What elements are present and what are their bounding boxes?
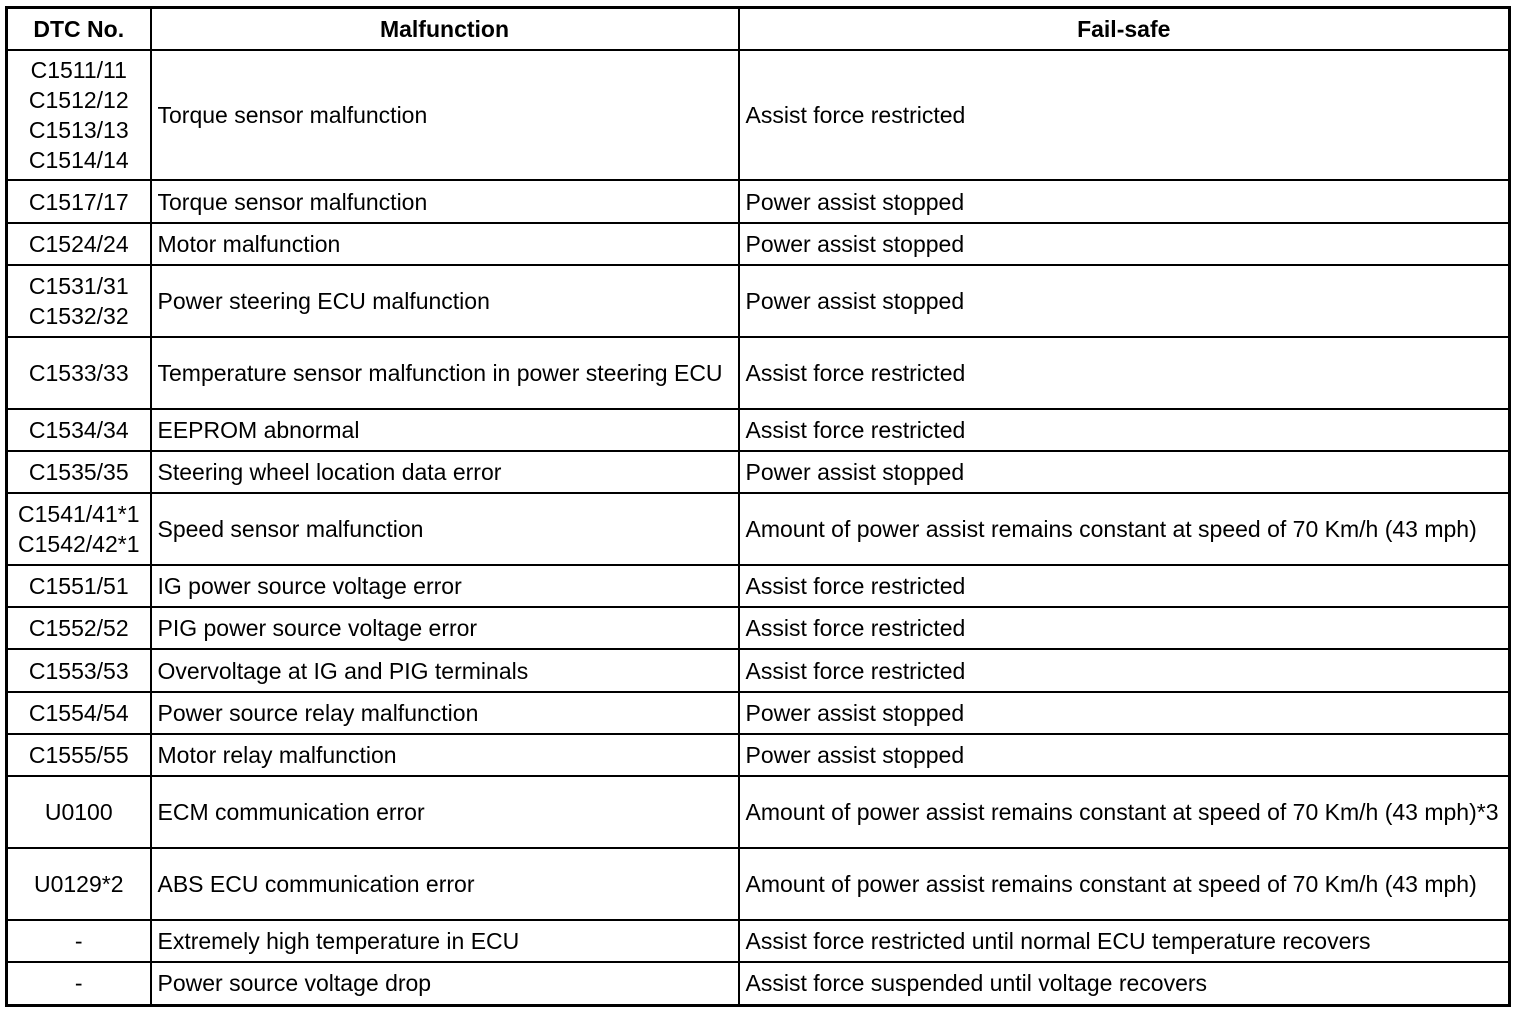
malfunction-cell: Steering wheel location data error (151, 451, 739, 493)
dtc-cell (7, 649, 151, 692)
table-row (7, 337, 1510, 409)
table-row (7, 265, 1510, 337)
fail-safe-cell: Assist force restricted (739, 565, 1510, 607)
malfunction-cell: Power source voltage drop (151, 962, 739, 1005)
dtc-cell (7, 962, 151, 1005)
dtc-code: C1531/31 (28, 273, 129, 299)
dtc-code: C1553/53 (28, 657, 129, 684)
table-row (7, 607, 1510, 649)
malfunction-cell: Motor relay malfunction (151, 734, 739, 776)
malfunction-cell: ABS ECU communication error (151, 848, 739, 920)
header-dtc-no: DTC No. (7, 8, 151, 51)
dtc-code: C1524/24 (28, 231, 129, 257)
table-row (7, 565, 1510, 607)
fail-safe-cell: Amount of power assist remains constant at speed of 70 Km/h (43 mph) (739, 848, 1510, 920)
dtc-cell (7, 50, 151, 180)
malfunction-cell: Torque sensor malfunction (151, 50, 739, 180)
malfunction-cell: PIG power source voltage error (151, 607, 739, 649)
fail-safe-cell: Assist force restricted (739, 649, 1510, 692)
dtc-code: U0129*2 (33, 871, 124, 897)
table-row (7, 649, 1510, 692)
malfunction-cell: Power source relay malfunction (151, 692, 739, 734)
fail-safe-cell: Power assist stopped (739, 180, 1510, 223)
table-row (7, 223, 1510, 265)
fail-safe-cell: Power assist stopped (739, 265, 1510, 337)
table-row (7, 734, 1510, 776)
fail-safe-cell: Power assist stopped (739, 223, 1510, 265)
dtc-code: C1513/13 (28, 117, 129, 143)
dtc-cell (7, 565, 151, 607)
dtc-cell (7, 848, 151, 920)
dtc-code: C1542/42*1 (18, 531, 140, 557)
dtc-cell (7, 734, 151, 776)
table-row (7, 692, 1510, 734)
dtc-code: - (74, 928, 83, 954)
table-row (7, 920, 1510, 962)
dtc-cell (7, 180, 151, 223)
dtc-code: C1535/35 (28, 459, 129, 485)
malfunction-cell: Temperature sensor malfunction in power steering ECU (151, 337, 739, 409)
fail-safe-cell: Power assist stopped (739, 451, 1510, 493)
dtc-cell (7, 265, 151, 337)
dtc-code: C1552/52 (28, 615, 129, 641)
header-fail-safe: Fail-safe (739, 8, 1510, 51)
table-row (7, 50, 1510, 180)
dtc-code: C1554/54 (28, 700, 129, 726)
table-body (7, 50, 1510, 1005)
header-row (7, 8, 1510, 51)
dtc-code: C1541/41*1 (18, 501, 140, 527)
dtc-cell (7, 692, 151, 734)
malfunction-cell: Motor malfunction (151, 223, 739, 265)
dtc-cell (7, 409, 151, 451)
fail-safe-cell: Assist force restricted (739, 337, 1510, 409)
dtc-table (5, 6, 1511, 1007)
malfunction-cell: IG power source voltage error (151, 565, 739, 607)
dtc-cell (7, 337, 151, 409)
table-row (7, 493, 1510, 565)
malfunction-cell: Torque sensor malfunction (151, 180, 739, 223)
malfunction-cell: EEPROM abnormal (151, 409, 739, 451)
dtc-cell (7, 493, 151, 565)
dtc-code: - (74, 970, 83, 997)
dtc-code: C1533/33 (28, 360, 129, 386)
malfunction-cell: Overvoltage at IG and PIG terminals (151, 649, 739, 692)
malfunction-cell: Speed sensor malfunction (151, 493, 739, 565)
dtc-code: U0100 (44, 799, 113, 825)
dtc-cell (7, 776, 151, 848)
fail-safe-cell: Assist force suspended until voltage recovers (739, 962, 1510, 1005)
malfunction-cell: Power steering ECU malfunction (151, 265, 739, 337)
header-malfunction: Malfunction (151, 8, 739, 51)
dtc-code: C1511/11 (30, 57, 127, 83)
table-row (7, 409, 1510, 451)
dtc-code: C1551/51 (28, 573, 129, 599)
dtc-code: C1514/14 (28, 147, 129, 173)
table-row (7, 180, 1510, 223)
dtc-code: C1534/34 (28, 417, 129, 443)
fail-safe-cell: Amount of power assist remains constant at speed of 70 Km/h (43 mph) (739, 493, 1510, 565)
dtc-cell (7, 607, 151, 649)
fail-safe-cell: Amount of power assist remains constant at speed of 70 Km/h (43 mph)*3 (739, 776, 1510, 848)
dtc-code: C1555/55 (28, 742, 129, 768)
dtc-code: C1512/12 (28, 87, 129, 113)
fail-safe-cell: Assist force restricted (739, 409, 1510, 451)
dtc-code: C1517/17 (28, 188, 129, 215)
fail-safe-cell: Assist force restricted until normal ECU temperature recovers (739, 920, 1510, 962)
dtc-cell (7, 223, 151, 265)
dtc-cell (7, 920, 151, 962)
dtc-cell (7, 451, 151, 493)
fail-safe-cell: Power assist stopped (739, 734, 1510, 776)
fail-safe-cell: Assist force restricted (739, 50, 1510, 180)
table-row (7, 962, 1510, 1005)
table-row (7, 451, 1510, 493)
dtc-code: C1532/32 (28, 303, 129, 329)
table-row (7, 848, 1510, 920)
malfunction-cell: ECM communication error (151, 776, 739, 848)
table-row (7, 776, 1510, 848)
malfunction-cell: Extremely high temperature in ECU (151, 920, 739, 962)
fail-safe-cell: Assist force restricted (739, 607, 1510, 649)
fail-safe-cell: Power assist stopped (739, 692, 1510, 734)
